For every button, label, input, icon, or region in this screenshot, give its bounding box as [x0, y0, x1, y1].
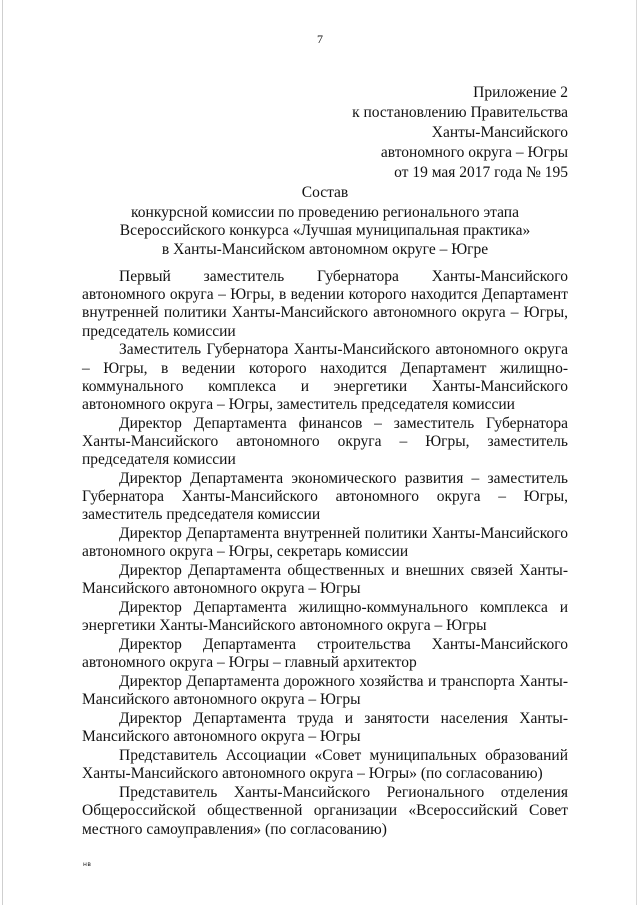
title-line: Всероссийского конкурса «Лучшая муниципальная практика»	[119, 222, 531, 239]
member-entry: Директор Департамента общественных и внешних связей Ханты-Мансийского автономного округа – Югры	[82, 562, 568, 598]
member-entry: Представитель Ханты-Мансийского Регионального отделения Общероссийской общественной организации «Всероссийский Совет местного самоуправления» (по согласованию)	[82, 784, 568, 838]
appendix-line: Ханты-Мансийского	[431, 124, 568, 141]
appendix-line: Приложение 2	[473, 84, 568, 101]
member-entry: Директор Департамента финансов – заместитель Губернатора Ханты-Мансийского автономного округа – Югры, заместитель председателя комиссии	[82, 414, 568, 469]
member-entry: Директор Департамента экономического развития – заместитель Губернатора Ханты-Мансийского автономного округа – Югры, заместитель председателя комиссии	[82, 470, 568, 524]
member-entry: Представитель Ассоциации «Совет муниципальных образований Ханты-Мансийского автономного округа – Югры» (по согласованию)	[82, 747, 568, 783]
member-entry: Директор Департамента внутренней политики Ханты-Мансийского автономного округа – Югры, секретарь комиссии	[82, 525, 568, 561]
appendix-line: автономного округа – Югры	[380, 144, 568, 161]
member-entry: Первый заместитель Губернатора Ханты-Мансийского автономного округа – Югры, в ведении которого находится Департамент внутренней политики Ханты-Мансийского автономного округа – Югры, председатель комиссии	[82, 268, 568, 340]
appendix-header	[352, 83, 568, 183]
appendix-line: от 19 мая 2017 года № 195	[394, 164, 568, 181]
title-line: в Ханты-Мансийском автономном округе – Югре	[161, 240, 489, 258]
scan-edge-right	[636, 0, 637, 905]
title-heading: Состав	[301, 184, 349, 201]
footer-code: нв	[83, 861, 92, 868]
page-number: 7	[317, 32, 323, 46]
member-entry: Директор Департамента строительства Ханты-Мансийского автономного округа – Югры – главный архитектор	[82, 636, 568, 672]
member-entry: Директор Департамента труда и занятости населения Ханты-Мансийского автономного округа – Югры	[82, 710, 568, 746]
member-entry: Директор Департамента жилищно-коммунального комплекса и энергетики Ханты-Мансийского автономного округа – Югры	[82, 599, 568, 635]
appendix-line: к постановлению Правительства	[352, 104, 568, 121]
title-line: конкурсной комиссии по проведению регионального этапа	[131, 203, 519, 221]
scan-edge-left	[2, 0, 3, 905]
member-entry: Директор Департамента дорожного хозяйства и транспорта Ханты-Мансийского автономного округа – Югры	[82, 673, 568, 709]
document-title	[82, 184, 568, 259]
member-entry: Заместитель Губернатора Ханты-Мансийского автономного округа – Югры, в ведении которого находится Департамент жилищно-коммунального комплекса и энергетики Ханты-Мансийского автономного округа – Югры, заместитель председателя комиссии	[82, 341, 568, 414]
members-list	[82, 268, 568, 839]
